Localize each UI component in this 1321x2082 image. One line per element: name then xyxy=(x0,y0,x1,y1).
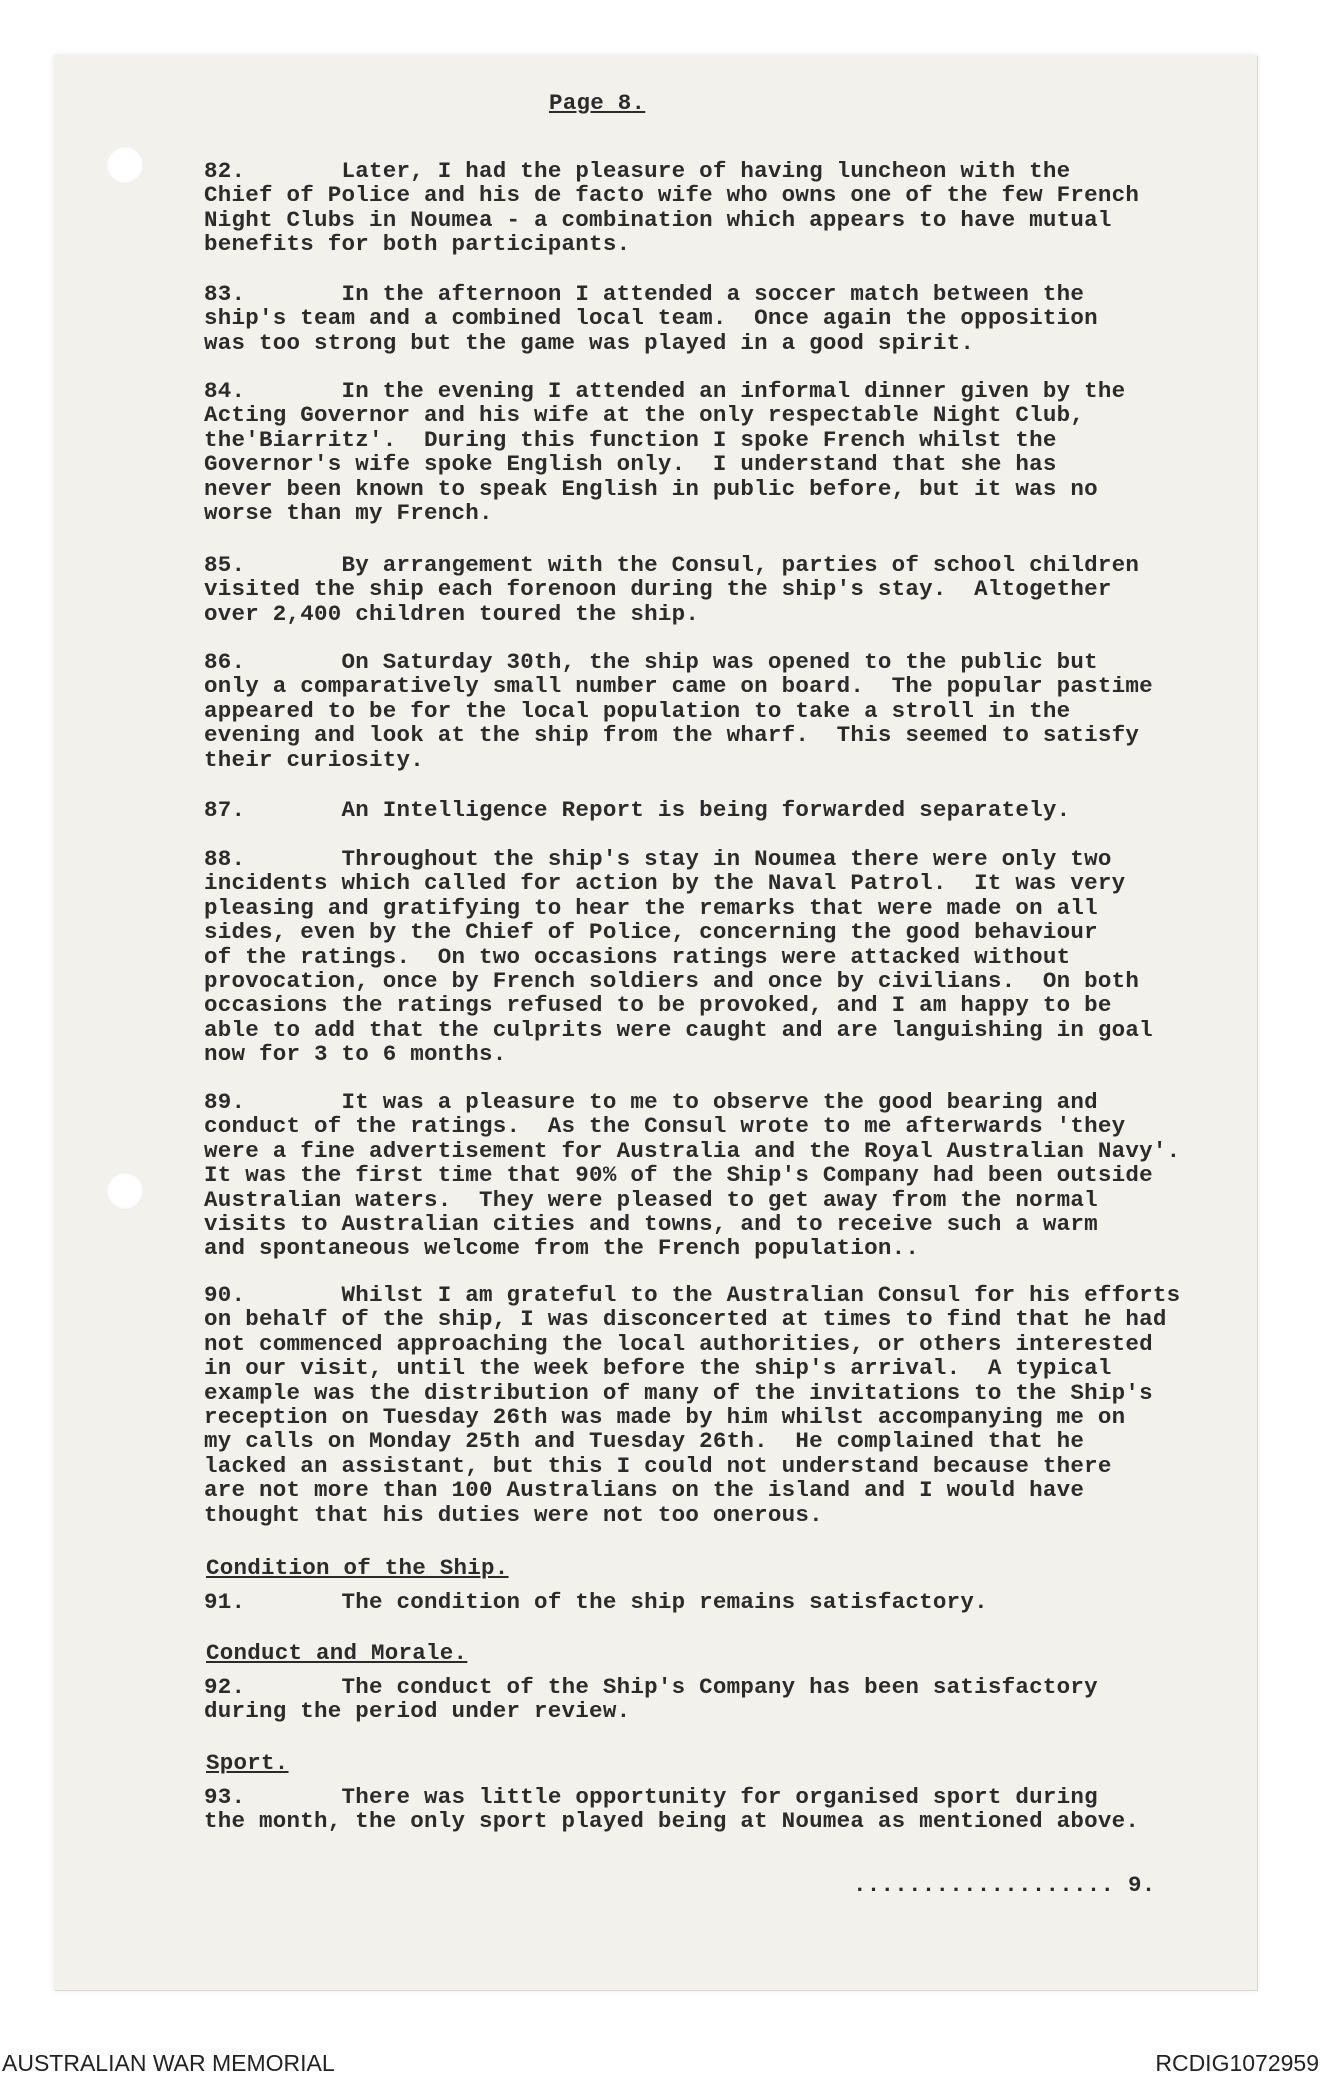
punch-hole-top xyxy=(106,146,144,184)
heading-condition-of-ship: Condition of the Ship. xyxy=(206,1555,509,1581)
paragraph-89: 89. It was a pleasure to me to observe the good bearing and conduct of the ratings. As the Consul wrote to me afterwards 'they were a fine advertisement for Australia and the Royal Australian Navy'. It was the first time that 90% of the Ship's Company had been outside Australian waters. They were pleased to get away from the normal visits to Australian cities and towns, and to receive such a warm and spontaneous welcome from the French population.. xyxy=(204,1089,1181,1262)
paragraph-90: 90. Whilst I am grateful to the Australian Consul for his efforts on behalf of the ship, I was disconcerted at times to find that he had not commenced approaching the local authorities, or others interested in our visit, until the week before the ship's arrival. A typical example was the distribution of many of the invitations to the Ship's reception on Tuesday 26th was made by him whilst accompanying me on my calls on Monday 25th and Tuesday 26th. He complained that he lacked an assistant, but this I could not understand because there are not more than 100 Australians on the island and I would have thought that his duties were not too onerous. xyxy=(204,1282,1181,1528)
paragraph-82: 82. Later, I had the pleasure of having luncheon with the Chief of Police and his de facto wife who owns one of the few French Night Clubs in Noumea - a combination which appears to have mutual benefits for both participants. xyxy=(204,158,1140,258)
paragraph-92: 92. The conduct of the Ship's Company has been satisfactory during the period under review. xyxy=(204,1674,1098,1725)
punch-hole-bottom xyxy=(106,1172,144,1210)
paragraph-number: 90. xyxy=(204,1282,246,1308)
footer-institution: AUSTRALIAN WAR MEMORIAL xyxy=(2,2050,335,2076)
paragraph-number: 88. xyxy=(204,846,246,872)
heading-sport: Sport. xyxy=(206,1750,289,1776)
paragraph-number: 89. xyxy=(204,1089,246,1115)
paragraph-number: 86. xyxy=(204,649,246,675)
paragraph-85: 85. By arrangement with the Consul, parties of school children visited the ship each forenoon during the ship's stay. Altogether over 2,400 children toured the ship. xyxy=(204,552,1140,627)
paragraph-number: 87. xyxy=(204,797,246,823)
paragraph-86: 86. On Saturday 30th, the ship was opened to the public but only a comparatively small number came on board. The popular pastime appeared to be for the local population to take a stroll in the evening and look at the ship from the wharf. This seemed to satisfy their curiosity. xyxy=(204,649,1153,773)
page-continuation-marker: ................... 9. xyxy=(853,1872,1156,1898)
paragraph-number: 85. xyxy=(204,552,246,578)
paragraph-number: 82. xyxy=(204,158,246,184)
paragraph-number: 93. xyxy=(204,1784,246,1810)
footer-record-id: RCDIG1072959 xyxy=(1155,2050,1319,2076)
paragraph-93: 93. There was little opportunity for organised sport during the month, the only sport played being at Noumea as mentioned above. xyxy=(204,1784,1140,1835)
paragraph-91: 91. The condition of the ship remains satisfactory. xyxy=(204,1589,988,1615)
heading-conduct-and-morale: Conduct and Morale. xyxy=(206,1640,468,1666)
paragraph-number: 92. xyxy=(204,1674,246,1700)
paragraph-number: 91. xyxy=(204,1589,246,1615)
paragraph-number: 83. xyxy=(204,281,246,307)
paragraph-84: 84. In the evening I attended an informal dinner given by the Acting Governor and his wife at the only respectable Night Club, the'Biarritz'. During this function I spoke French whilst the Governor's wife spoke English only. I understand that she has never been known to speak English in public before, but it was no worse than my French. xyxy=(204,378,1126,527)
paragraph-87: 87. An Intelligence Report is being forwarded separately. xyxy=(204,797,1071,823)
paragraph-88: 88. Throughout the ship's stay in Noumea there were only two incidents which called for action by the Naval Patrol. It was very pleasing and gratifying to hear the remarks that were made on all sides, even by the Chief of Police, concerning the good behaviour of the ratings. On two occasions ratings were attacked without provocation, once by French soldiers and once by civilians. On both occasions the ratings refused to be provoked, and I am happy to be able to add that the culprits were caught and are languishing in goal now for 3 to 6 months. xyxy=(204,846,1153,1068)
page-title: Page 8. xyxy=(549,90,646,116)
paragraph-number: 84. xyxy=(204,378,246,404)
paragraph-83: 83. In the afternoon I attended a soccer match between the ship's team and a combined local team. Once again the opposition was too strong but the game was played in a good spirit. xyxy=(204,281,1098,356)
